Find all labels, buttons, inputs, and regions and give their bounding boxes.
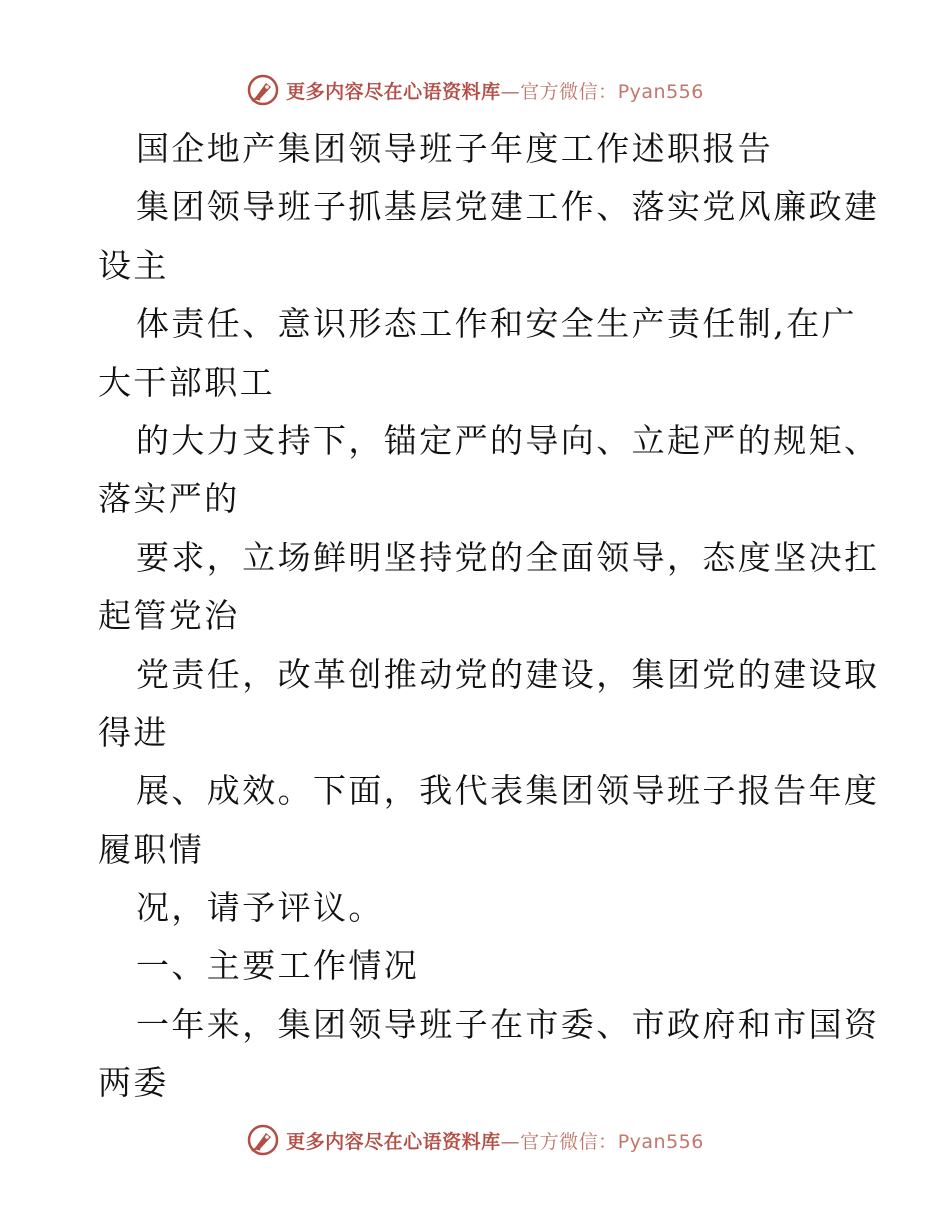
paragraph-line: 集团领导班子抓基层党建工作、落实党风廉政建 [136, 187, 880, 227]
paragraph-line: 得进 [98, 712, 169, 752]
watermark-official: 官方微信： [520, 1130, 618, 1153]
paragraph-line: 两委 [98, 1063, 169, 1103]
document-body [98, 120, 880, 1113]
footer-watermark [0, 1118, 950, 1162]
pen-nib-icon [246, 73, 280, 107]
document-title: 国企地产集团领导班子年度工作述职报告 [136, 129, 774, 168]
watermark-main: 更多内容尽在心语资料库 [286, 80, 501, 103]
paragraph-line: 体责任、意识形态工作和安全生产责任制,在广 [136, 304, 857, 344]
watermark-separator: — [500, 1130, 521, 1153]
paragraph-line: 履职情 [98, 829, 205, 869]
watermark-id: Pyan556 [617, 1130, 704, 1153]
paragraph-line: 的大力支持下，锚定严的导向、立起严的规矩、 [136, 420, 880, 460]
paragraph-line: 起管党治 [98, 596, 240, 636]
paragraph-line: 要求，立场鲜明坚持党的全面领导，态度坚决扛 [136, 537, 880, 577]
watermark-official: 官方微信： [520, 80, 618, 103]
paragraph-line: 落实严的 [98, 479, 240, 519]
watermark-text [286, 77, 704, 104]
header-watermark [0, 68, 950, 112]
watermark-separator: — [500, 80, 521, 103]
paragraph-line: 况，请予评议。 [136, 888, 384, 928]
paragraph-line: 一年来，集团领导班子在市委、市政府和市国资 [136, 1004, 880, 1044]
pen-nib-icon [246, 1123, 280, 1157]
watermark-main: 更多内容尽在心语资料库 [286, 1130, 501, 1153]
paragraph-line: 展、成效。下面，我代表集团领导班子报告年度 [136, 771, 880, 811]
watermark-id: Pyan556 [617, 80, 704, 103]
paragraph-line: 党责任，改革创推动党的建设，集团党的建设取 [136, 654, 880, 694]
paragraph-line: 大干部职工 [98, 362, 275, 402]
watermark-text [286, 1127, 704, 1154]
section-heading: 一、主要工作情况 [136, 946, 420, 986]
paragraph-line: 设主 [98, 245, 169, 285]
